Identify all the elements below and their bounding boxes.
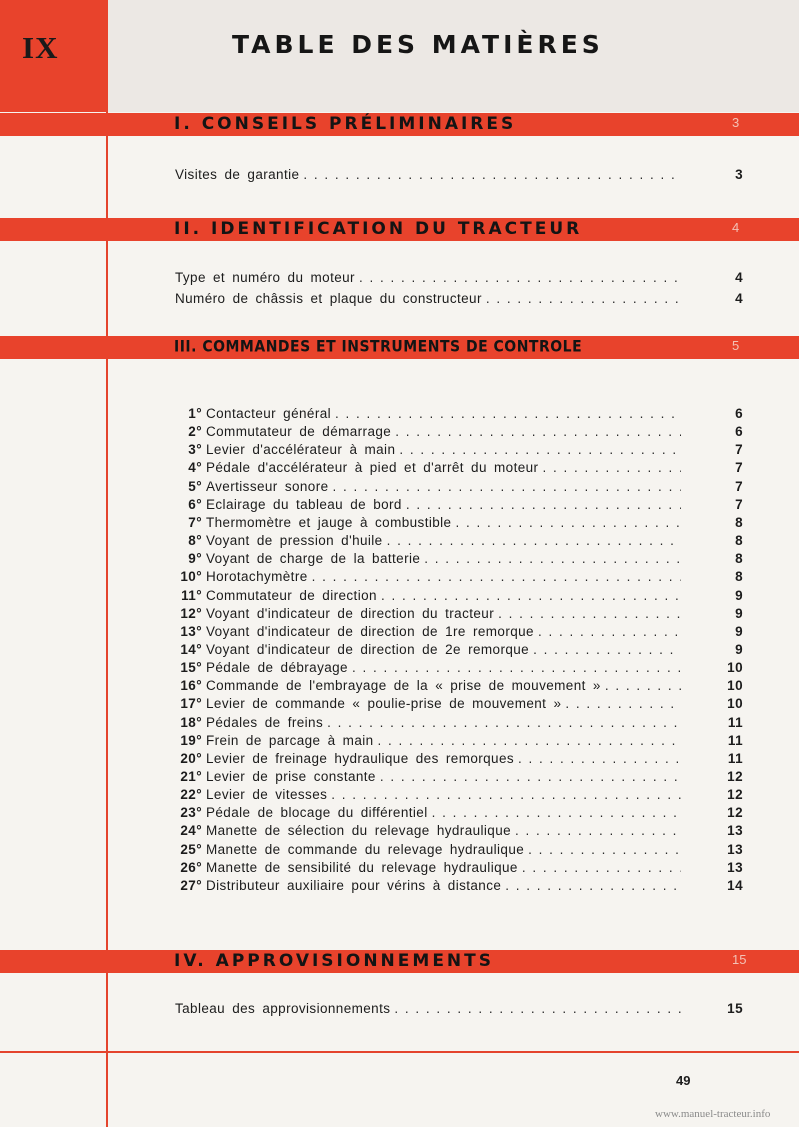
toc-entry-label: Thermomètre et jauge à combustible bbox=[206, 514, 452, 530]
toc-entry-page: 9 bbox=[735, 587, 743, 603]
toc-entry-label: Visites de garantie bbox=[175, 167, 300, 182]
toc-entry[interactable] bbox=[175, 479, 743, 497]
toc-entry-number: 24° bbox=[180, 823, 202, 839]
toc-entry-number: 8° bbox=[188, 533, 202, 549]
leader-dots bbox=[359, 270, 681, 285]
section-band-4 bbox=[0, 950, 799, 973]
toc-entry-page: 11 bbox=[727, 750, 743, 766]
toc-entry-label: Type et numéro du moteur bbox=[175, 270, 355, 285]
toc-entry-page: 13 bbox=[727, 823, 743, 839]
toc-entry-label: Levier d'accélérateur à main bbox=[206, 442, 396, 458]
section-page: 5 bbox=[732, 338, 740, 353]
toc-entry-page: 8 bbox=[735, 569, 743, 585]
toc-entry[interactable] bbox=[175, 715, 743, 733]
toc-entry-number: 27° bbox=[180, 877, 202, 893]
toc-entry-page: 11 bbox=[727, 732, 743, 748]
toc-entry-label: Commande de l'embrayage de la « prise de mouvement » bbox=[206, 678, 601, 694]
toc-entry-label: Eclairage du tableau de bord bbox=[206, 496, 402, 512]
leader-dots bbox=[542, 460, 681, 475]
leader-dots bbox=[486, 291, 681, 306]
toc-entry-page: 6 bbox=[735, 406, 743, 421]
toc-entry[interactable] bbox=[175, 569, 743, 587]
toc-entry[interactable] bbox=[175, 497, 743, 515]
toc-entry[interactable] bbox=[175, 606, 743, 624]
leader-dots bbox=[424, 551, 681, 566]
leader-dots bbox=[312, 569, 681, 584]
leader-dots bbox=[565, 696, 681, 711]
toc-entry-number: 5° bbox=[188, 478, 202, 494]
toc-entry[interactable] bbox=[175, 787, 743, 805]
toc-entry-number: 11° bbox=[181, 587, 202, 603]
toc-entry[interactable] bbox=[175, 291, 743, 309]
toc-entry-page: 8 bbox=[735, 533, 743, 549]
page-title: TABLE DES MATIÈRES bbox=[232, 30, 604, 59]
toc-entry-label: Frein de parcage à main bbox=[206, 732, 374, 748]
margin-rule bbox=[106, 112, 108, 1127]
toc-entry-number: 26° bbox=[180, 859, 202, 875]
toc-entry-page: 6 bbox=[735, 424, 743, 440]
toc-entry-number: 16° bbox=[180, 678, 202, 694]
leader-dots bbox=[505, 878, 681, 893]
toc-entry-label: Voyant de pression d'huile bbox=[206, 533, 383, 549]
toc-entry-number: 18° bbox=[180, 714, 202, 730]
toc-entry-number: 25° bbox=[180, 841, 202, 857]
leader-dots bbox=[327, 715, 681, 730]
toc-entry-page: 7 bbox=[735, 496, 743, 512]
toc-entry-number: 10° bbox=[180, 569, 202, 585]
toc-entry-page: 12 bbox=[727, 805, 743, 821]
toc-entry-page: 9 bbox=[735, 623, 743, 639]
toc-entry[interactable] bbox=[175, 805, 743, 823]
toc-entry-number: 22° bbox=[180, 787, 202, 803]
leader-dots bbox=[333, 479, 681, 494]
toc-entry-label: Pédale de débrayage bbox=[206, 660, 348, 676]
toc-entry-page: 10 bbox=[727, 660, 743, 676]
toc-entry[interactable] bbox=[175, 515, 743, 533]
toc-entry-label: Voyant de charge de la batterie bbox=[206, 551, 421, 567]
toc-entry-number: 3° bbox=[188, 442, 202, 458]
toc-entry[interactable] bbox=[175, 678, 743, 696]
toc-entry[interactable] bbox=[175, 642, 743, 660]
section-band-3 bbox=[0, 336, 799, 359]
leader-dots bbox=[331, 787, 681, 802]
toc-entry-number: 6° bbox=[188, 496, 202, 512]
toc-entry-label: Levier de freinage hydraulique des remorques bbox=[206, 750, 515, 766]
leader-dots bbox=[352, 660, 681, 675]
toc-entry-label: Manette de sélection du relevage hydraulique bbox=[206, 823, 512, 839]
toc-entry-label: Tableau des approvisionnements bbox=[175, 1001, 391, 1016]
leader-dots bbox=[515, 823, 681, 838]
leader-dots bbox=[605, 678, 681, 693]
bottom-rule bbox=[0, 1051, 799, 1053]
toc-entry-label: Pédales de freins bbox=[206, 714, 324, 730]
toc-entry-label: Pédale d'accélérateur à pied et d'arrêt du moteur bbox=[206, 460, 539, 476]
toc-entry[interactable] bbox=[175, 442, 743, 460]
leader-dots bbox=[380, 769, 681, 784]
section-title: IV. APPROVISIONNEMENTS bbox=[174, 951, 494, 971]
toc-entry-page: 10 bbox=[727, 696, 743, 712]
toc-entry-page: 7 bbox=[735, 460, 743, 476]
toc-entry-label: Commutateur de démarrage bbox=[206, 424, 392, 440]
leader-dots bbox=[528, 842, 681, 857]
toc-entry-page: 11 bbox=[727, 714, 743, 730]
toc-entry[interactable] bbox=[175, 733, 743, 751]
leader-dots bbox=[395, 424, 681, 439]
toc-entry[interactable] bbox=[175, 1001, 743, 1019]
toc-entry-label: Contacteur général bbox=[206, 406, 332, 421]
section-band-2 bbox=[0, 218, 799, 241]
toc-entry-label: Distributeur auxiliaire pour vérins à distance bbox=[206, 877, 502, 893]
toc-entry-page: 12 bbox=[727, 769, 743, 784]
page-number: 49 bbox=[676, 1073, 691, 1088]
toc-entry-label: Levier de prise constante bbox=[206, 769, 376, 784]
section-title: I. CONSEILS PRÉLIMINAIRES bbox=[174, 114, 517, 134]
toc-entry[interactable] bbox=[175, 624, 743, 642]
toc-entry-page: 10 bbox=[727, 678, 743, 694]
leader-dots bbox=[381, 588, 681, 603]
leader-dots bbox=[394, 1001, 681, 1016]
toc-entry-page: 9 bbox=[735, 641, 743, 657]
section-title: III. COMMANDES ET INSTRUMENTS DE CONTROLE bbox=[174, 337, 583, 357]
leader-dots bbox=[387, 533, 681, 548]
leader-dots bbox=[455, 515, 681, 530]
toc-entry-page: 13 bbox=[727, 859, 743, 875]
leader-dots bbox=[498, 606, 681, 621]
toc-entry-number: 15° bbox=[180, 660, 202, 676]
toc-entry[interactable] bbox=[175, 588, 743, 606]
section-page: 3 bbox=[732, 115, 740, 130]
toc-entry-label: Voyant d'indicateur de direction du tracteur bbox=[206, 605, 495, 621]
chapter-numeral: IX bbox=[22, 30, 59, 65]
toc-entry-label: Numéro de châssis et plaque du constructeur bbox=[175, 291, 482, 306]
section-title: II. IDENTIFICATION DU TRACTEUR bbox=[174, 219, 583, 239]
toc-entry-label: Avertisseur sonore bbox=[206, 478, 329, 494]
toc-entry-label: Pédale de blocage du différentiel bbox=[206, 805, 428, 821]
toc-entry[interactable] bbox=[175, 842, 743, 860]
toc-entry[interactable] bbox=[175, 167, 743, 185]
toc-entry[interactable] bbox=[175, 769, 743, 787]
toc-entry-page: 14 bbox=[727, 877, 743, 893]
toc-entry-number: 12° bbox=[180, 605, 202, 621]
toc-entry[interactable] bbox=[175, 533, 743, 551]
toc-entry-label: Horotachymètre bbox=[206, 569, 308, 585]
toc-entry-page: 4 bbox=[735, 291, 743, 306]
leader-dots bbox=[406, 497, 681, 512]
toc-entry-number: 21° bbox=[180, 769, 202, 784]
toc-entry-label: Voyant d'indicateur de direction de 1re remorque bbox=[206, 623, 534, 639]
toc-entry-number: 17° bbox=[180, 696, 202, 712]
section-page: 4 bbox=[732, 220, 740, 235]
toc-entry[interactable] bbox=[175, 878, 743, 896]
leader-dots bbox=[335, 406, 681, 421]
toc-entry[interactable] bbox=[175, 270, 743, 288]
toc-entry-page: 7 bbox=[735, 478, 743, 494]
toc-entry-page: 3 bbox=[735, 167, 743, 182]
leader-dots bbox=[378, 733, 681, 748]
toc-entry-page: 8 bbox=[735, 514, 743, 530]
toc-entry-label: Voyant d'indicateur de direction de 2e remorque bbox=[206, 641, 530, 657]
toc-entry-number: 19° bbox=[180, 732, 202, 748]
toc-entry[interactable] bbox=[175, 823, 743, 841]
watermark: www.manuel-tracteur.info bbox=[655, 1108, 771, 1120]
toc-entry-page: 12 bbox=[727, 787, 743, 803]
toc-entry-label: Manette de commande du relevage hydraulique bbox=[206, 841, 525, 857]
section-page: 15 bbox=[732, 952, 747, 967]
chapter-tab bbox=[0, 0, 108, 112]
toc-entry-number: 14° bbox=[180, 641, 202, 657]
toc-entry-label: Manette de sensibilité du relevage hydraulique bbox=[206, 859, 518, 875]
toc-entry-label: Levier de vitesses bbox=[206, 787, 328, 803]
toc-entry-page: 13 bbox=[727, 841, 743, 857]
toc-entry-number: 13° bbox=[180, 623, 202, 639]
leader-dots bbox=[538, 624, 681, 639]
leader-dots bbox=[533, 642, 681, 657]
toc-entry[interactable] bbox=[175, 751, 743, 769]
toc-entry-page: 7 bbox=[735, 442, 743, 458]
toc-entry-number: 23° bbox=[180, 805, 202, 821]
toc-entry-number: 9° bbox=[188, 551, 202, 567]
toc-entry-page: 4 bbox=[735, 270, 743, 285]
toc-entry-page: 8 bbox=[735, 551, 743, 567]
section-band-1 bbox=[0, 113, 799, 136]
toc-entry[interactable] bbox=[175, 860, 743, 878]
toc-entry[interactable] bbox=[175, 406, 743, 424]
toc-entry-page: 9 bbox=[735, 605, 743, 621]
leader-dots bbox=[399, 442, 681, 457]
toc-entry-number: 20° bbox=[180, 750, 202, 766]
toc-entry-label: Levier de commande « poulie-prise de mouvement » bbox=[206, 696, 562, 712]
toc-entry-number: 1° bbox=[188, 406, 202, 421]
toc-entry-label: Commutateur de direction bbox=[206, 587, 377, 603]
leader-dots bbox=[432, 805, 681, 820]
toc-entry[interactable] bbox=[175, 424, 743, 442]
toc-entry[interactable] bbox=[175, 660, 743, 678]
leader-dots bbox=[303, 167, 681, 182]
toc-entry-page: 15 bbox=[727, 1001, 743, 1016]
toc-entry[interactable] bbox=[175, 460, 743, 478]
toc-entry-number: 7° bbox=[188, 514, 202, 530]
toc-entry[interactable] bbox=[175, 551, 743, 569]
leader-dots bbox=[518, 751, 681, 766]
leader-dots bbox=[522, 860, 681, 875]
toc-entry-number: 4° bbox=[188, 460, 202, 476]
toc-entry-number: 2° bbox=[188, 424, 202, 440]
toc-entry[interactable] bbox=[175, 696, 743, 714]
